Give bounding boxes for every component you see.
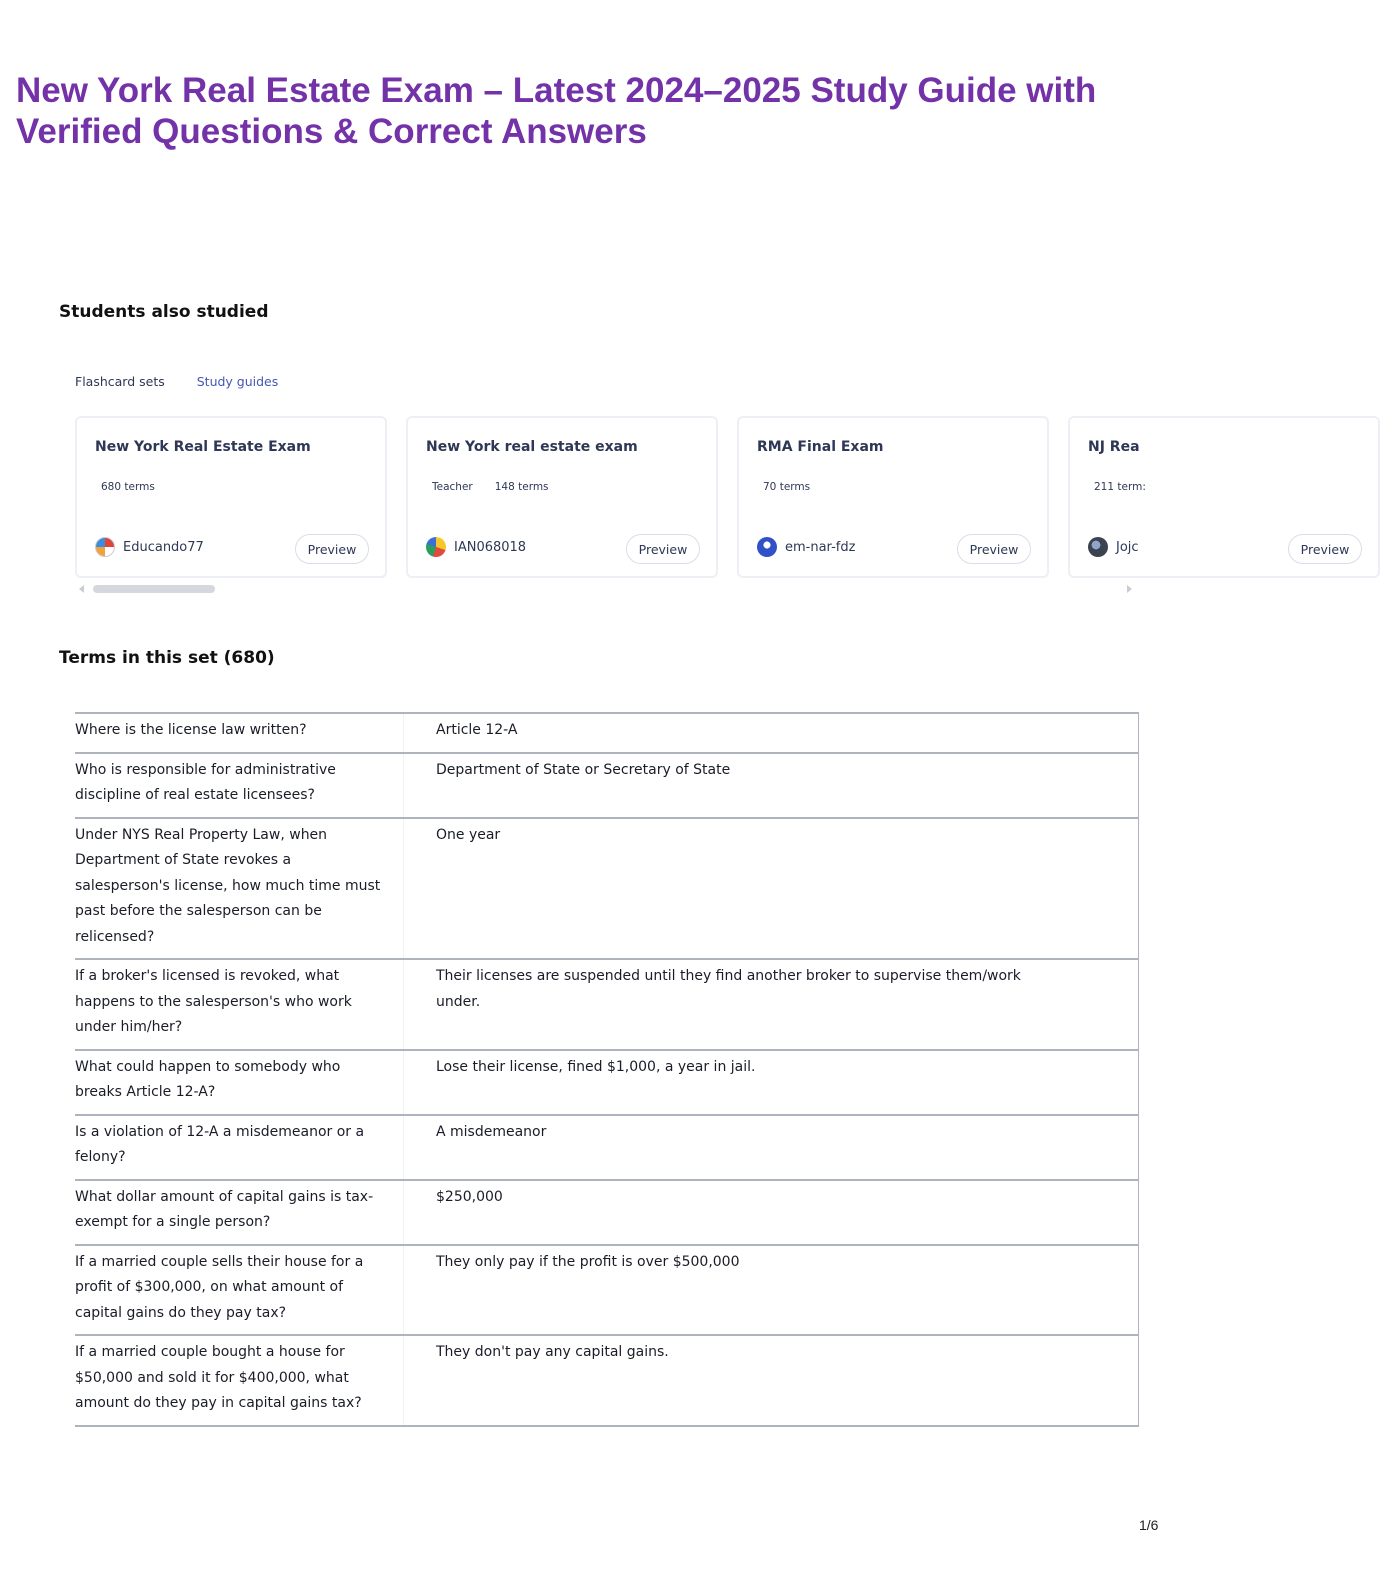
card-title[interactable]: NJ Rea [1088,439,1140,455]
card-term-count: 148 terms [494,481,549,493]
table-row [75,713,1139,753]
table-row [75,1050,1139,1115]
study-set-card[interactable] [1068,416,1380,578]
page-number: 1/6 [1139,1517,1159,1533]
term-cell: Who is responsible for administrative discipline of real estate licensees? [75,753,404,818]
students-also-studied-heading: Students also studied [59,302,269,322]
term-cell: Where is the license law written? [75,713,404,753]
term-cell: If a broker's licensed is revoked, what happens to the salesperson's who work under him/her? [75,959,404,1050]
preview-button[interactable]: Preview [626,534,700,564]
scroll-left-arrow-icon[interactable] [79,585,84,593]
avatar [1088,537,1108,557]
avatar [95,537,115,557]
preview-button[interactable]: Preview [1288,534,1362,564]
terms-table [75,712,1139,1427]
study-set-card[interactable] [737,416,1049,578]
definition-cell: $250,000 [404,1180,1139,1245]
card-meta [101,481,155,493]
card-author[interactable] [757,537,855,557]
card-term-count: 680 terms [101,481,155,493]
card-term-count: 211 term: [1094,481,1146,493]
preview-button[interactable]: Preview [295,534,369,564]
study-tabs [75,374,278,389]
table-row [75,753,1139,818]
carousel-scrollbar[interactable] [93,585,215,593]
card-title[interactable]: RMA Final Exam [757,439,884,455]
definition-cell: A misdemeanor [404,1115,1139,1180]
term-cell: Is a violation of 12-A a misdemeanor or a felony? [75,1115,404,1180]
definition-cell: Their licenses are suspended until they find another broker to supervise them/work under. [404,959,1139,1050]
preview-button[interactable]: Preview [957,534,1031,564]
card-term-count: 70 terms [763,481,811,493]
study-set-card[interactable] [406,416,718,578]
table-row [75,1180,1139,1245]
term-cell: What dollar amount of capital gains is tax-exempt for a single person? [75,1180,404,1245]
card-username: IAN068018 [454,539,527,555]
term-cell: What could happen to somebody who breaks Article 12-A? [75,1050,404,1115]
card-author[interactable] [95,537,204,557]
table-row [75,1115,1139,1180]
card-author[interactable] [1088,537,1139,557]
card-username: em-nar-fdz [785,539,856,555]
card-title[interactable]: New York real estate exam [426,439,638,455]
avatar [426,537,446,557]
definition-cell: They don't pay any capital gains. [404,1335,1139,1426]
definition-cell: Article 12-A [404,713,1139,753]
study-set-carousel [75,416,1350,584]
term-cell: If a married couple bought a house for $50,000 and sold it for $400,000, what amount do they pay in capital gains tax? [75,1335,404,1426]
scroll-right-arrow-icon[interactable] [1127,585,1132,593]
table-row [75,1245,1139,1336]
card-meta [763,481,810,493]
definition-cell: One year [404,818,1139,960]
term-cell: If a married couple sells their house for a profit of $300,000, on what amount of capital gains do they pay tax? [75,1245,404,1336]
terms-heading: Terms in this set (680) [59,648,275,668]
card-author[interactable] [426,537,526,557]
tab-flashcard-sets[interactable]: Flashcard sets [75,374,165,389]
definition-cell: Lose their license, fined $1,000, a year in jail. [404,1050,1139,1115]
card-username: Jojc [1116,539,1139,555]
study-set-card[interactable] [75,416,387,578]
table-row [75,959,1139,1050]
card-username: Educando77 [123,539,204,555]
tab-study-guides[interactable]: Study guides [196,374,279,389]
card-teacher-badge: Teacher [432,481,473,493]
definition-cell: Department of State or Secretary of State [404,753,1139,818]
card-meta [432,481,549,493]
avatar [757,537,777,557]
definition-cell: They only pay if the profit is over $500,000 [404,1245,1139,1336]
document-title: New York Real Estate Exam – Latest 2024–2025 Study Guide with Verified Questions & Correct Answers [16,71,1097,151]
card-meta [1094,481,1146,493]
term-cell: Under NYS Real Property Law, when Department of State revokes a salesperson's license, how much time must past before the salesperson can be relicensed? [75,818,404,960]
table-row [75,1335,1139,1426]
card-title[interactable]: New York Real Estate Exam [95,439,311,455]
table-row [75,818,1139,960]
